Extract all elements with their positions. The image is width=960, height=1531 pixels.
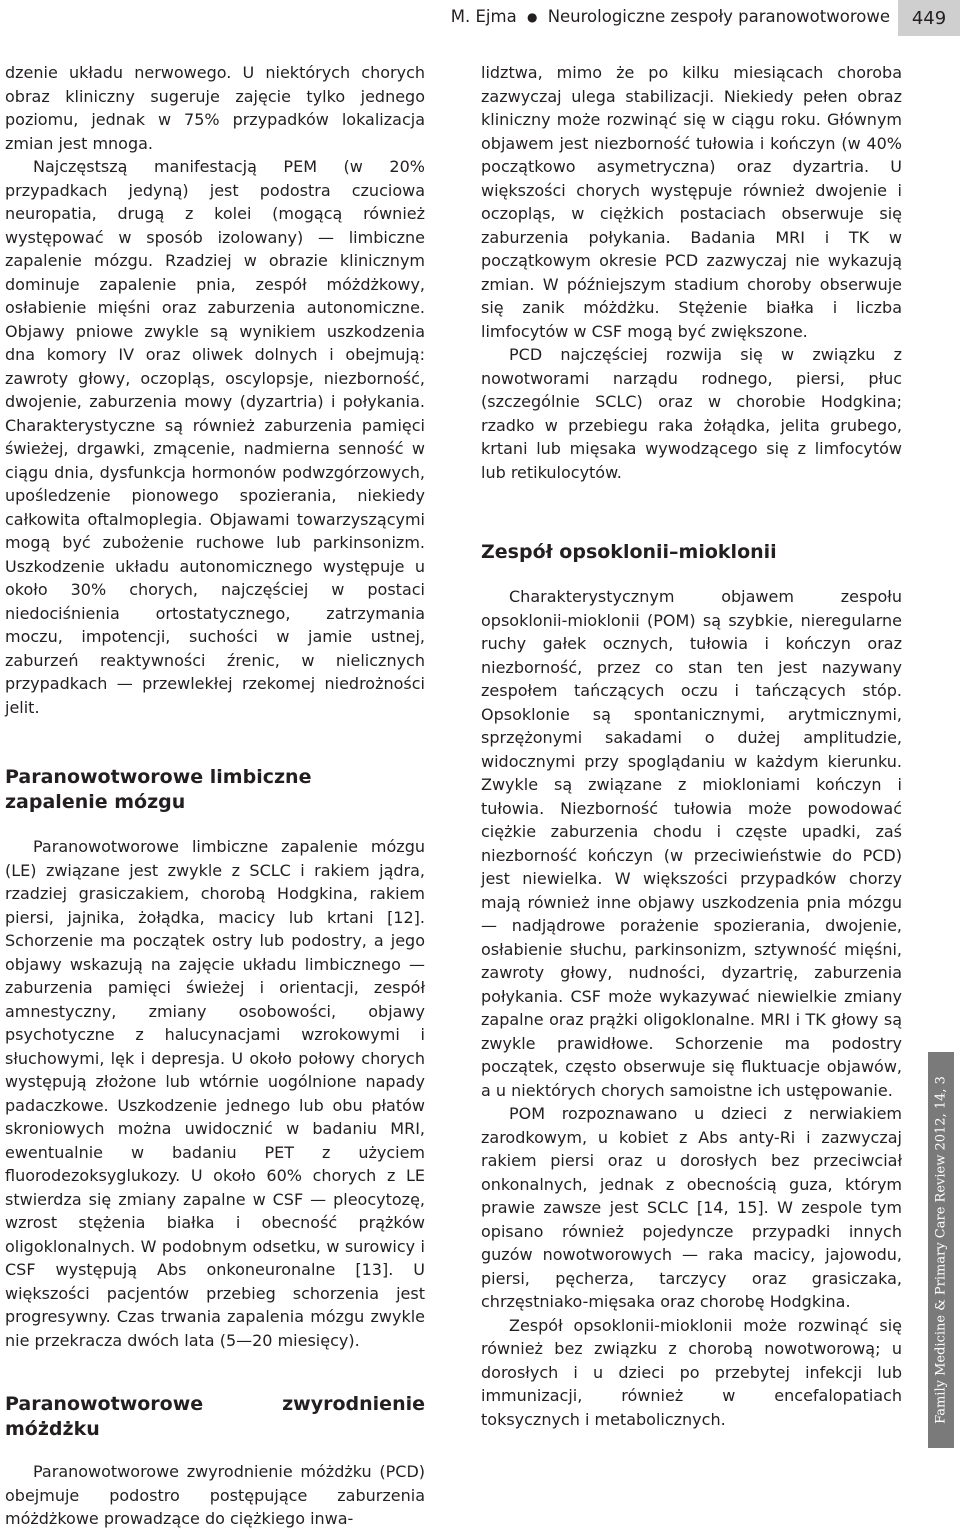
journal-citation: Family Medicine & Primary Care Review 2012, 14, 3 [933,1076,949,1424]
section-heading-limbic [5,765,425,815]
right-column [481,61,902,1431]
journal-sidebar [928,1052,954,1448]
paragraph: lidztwa, mimo że po kilku miesiącach choroba zazwyczaj ulega stabilizacji. Niekiedy pełen obraz kliniczny może rozwinąć się w ciągu roku. Głównym objawem jest niezborność tułowia i kończyn (w 40% początkowo asymetryczna) oraz dyzartria. U większości chorych występuje również dwojenie i oczopląs, w ciężkich postaciach obserwuje się zaburzenia połykania. Badania MRI i TK w początkowym okresie PCD zazwyczaj nie wykazują zmian. W późniejszym stadium choroby obserwuje się zanik móżdżku. Stężenie białka i liczba limfocytów w CSF mogą być zwiększone. [481,63,902,341]
running-head-title: Neurologiczne zespoły paranowotworowe [547,7,890,26]
page-number: 449 [898,0,960,36]
bullet-separator: ● [526,10,538,24]
left-column [5,61,425,1531]
section-heading-opsoclonus: Zespół opsoklonii–mioklonii [481,541,777,563]
page-header [0,0,960,36]
paragraph: Paranowotworowe limbiczne zapalenie mózgu (LE) związane jest zwykle z SCLC i rakiem jądra, rzadziej grasiczakiem, chorobą Hodgkina, rakiem piersi, jajnika, żołądka, macicy lub krtani [12]. Schorzenie ma początek ostry lub podostry, a jego objawy wskazują na zajęcie układu limbicznego — zaburzenia pamięci świeżej i orientacji, zespół amnestyczny, zmiany osobowości, objawy psychotyczne z halucynacjami wzrokowymi i słuchowymi, lęk i depresja. U około połowy chorych występują złożone lub wtórnie uogólnione napady padaczkowe. Uszkodzenie jednego lub obu płatów skroniowych można uwidocznić w badaniu MRI, ewentualnie w badaniu PET z użyciem fluorodezoksyglukozy. U około 60% chorych z LE stwierdza się zmiany zapalne w CSF — pleocytozę, wzrost stężenia białka i obecność prążków oligoklonalnych. W podobnym odsetku, w surowicy i CSF występują Abs onkoneuronalne [13]. U większości pacjentów przebieg schorzenia jest progresywny. Czas trwania zapalenia mózgu zwykle nie przekracza dwóch lata (5—20 miesięcy). [5,837,425,1350]
paragraph: dzenie układu nerwowego. U niektórych chorych obraz kliniczny sugeruje zajęcie tylko jednego poziomu, jednak w 75% przypadków lokalizacja zmian jest mnoga. [5,63,425,153]
running-head [451,7,890,26]
paragraph: Charakterystycznym objawem zespołu opsoklonii-mioklonii (POM) są szybkie, nieregularne ruchy gałek ocznych, tułowia i kończyn oraz niezborność, przez co stan ten jest nazywany zespołem tańczących oczu i tańczących stóp. Opsoklonie są spontanicznymi, arytmicznymi, sprzężonymi sakadami o dużej amplitudzie, widocznymi przy spoglądaniu w każdym kierunku. Zwykle są związane z miokloniami kończyn i tułowia. Niezborność tułowia może powodować ciężkie zaburzenia chodu i częste upadki, zaś niezborność kończyn (w przeciwieństwie do PCD) jest niewielka. W większości przypadków chorzy mają również inne objawy uszkodzenia pnia mózgu — nadjądrowe porażenie spozierania, dwojenie, osłabienie słuchu, parkinsonizm, sztywność mięśni, zawroty głowy, nudności, dyzartrię, zaburzenia połykania. CSF może wykazywać niewielkie zmiany zapalne oraz prążki oligoklonalne. MRI i TK głowy są zwykle prawidłowe. Schorzenie ma podostry początek, często obserwuje się fluktuacje objawów, a u niektórych chorych samoistne ich ustępowanie. [481,587,902,1100]
paragraph: PCD najczęściej rozwija się w związku z nowotworami narządu rodnego, piersi, płuc (szczególnie SCLC) oraz w chorobie Hodgkina; rzadko w przebiegu raka żołądka, jelita grubego, krtani lub mięsaka wywodzącego się z limfocytów lub retikulocytów. [481,345,902,482]
paragraph: Paranowotworowe zwyrodnienie móżdżku (PCD) obejmuje podostro postępujące zaburzenia móżdżkowe prowadzące do ciężkiego inwa- [5,1462,425,1528]
running-head-author: M. Ejma [450,7,517,26]
section-heading-cerebellar: Paranowotworowe zwyrodnienie móżdżku [5,1393,425,1440]
paragraph: POM rozpoznawano u dzieci z nerwiakiem zarodkowym, u kobiet z Abs anty-Ri i zazwyczaj rakiem piersi oraz u dorosłych bez przeciwciał onkonalnych, jednak z obecnością guza, którym prawie zawsze jest SCLC [14, 15]. W zespole tym opisano również pojedyncze przypadki innych guzów nowotworowych — raka macicy, jajowodu, piersi, pęcherza, tarczycy oraz grasiczaka, chrzęstniako-mięsaka oraz chorobę Hodgkina. [481,1104,902,1311]
heading-line: Paranowotworowe limbiczne [5,766,312,788]
paragraph: Zespół opsoklonii-mioklonii może rozwinąć się również bez związku z chorobą nowotworową; u dorosłych i u dzieci po przebytej infekcji lub immunizacji, również w encefalopatiach toksycznych i metabolicznych. [481,1315,902,1429]
heading-line: zapalenie mózgu [5,791,186,813]
paragraph: Najczęstszą manifestacją PEM (w 20% przypadkach jedyną) jest podostra czuciowa neuropatia, drugą z kolei (mogącą również występować w sposób izolowany) — limbiczne zapalenie mózgu. Rzadziej w obrazie klinicznym dominuje zapalenie pnia, zespół móżdżkowy, osłabienie mięśni oraz zaburzenia autonomiczne. Objawy pniowe zwykle są wynikiem uszkodzenia dna komory IV oraz oliwek dolnych i obejmują: zawroty głowy, oczopląs, oscylopsje, niezborność, dwojenie, zaburzenia mowy (dyzartria) i połykania. Charakterystyczne są również zaburzenia pamięci świeżej, drgawki, zmącenie, nadmierna senność w ciągu dnia, dysfunkcja hormonów podwzgórzowych, upośledzenie pionowego spozierania, niekiedy całkowita oftalmoplegia. Objawami towarzyszącymi mogą być zubożenie ruchowe lub parkinsonizm. Uszkodzenie układu autonomicznego występuje u około 30% chorych, najczęściej w postaci niedociśnienia ortostatycznego, zatrzymania moczu, impotencji, suchości w jamie ustnej, zaburzeń reaktywności źrenic, w nielicznych przypadkach — przewlekłej rzekomej niedrożności jelit. [5,157,425,717]
